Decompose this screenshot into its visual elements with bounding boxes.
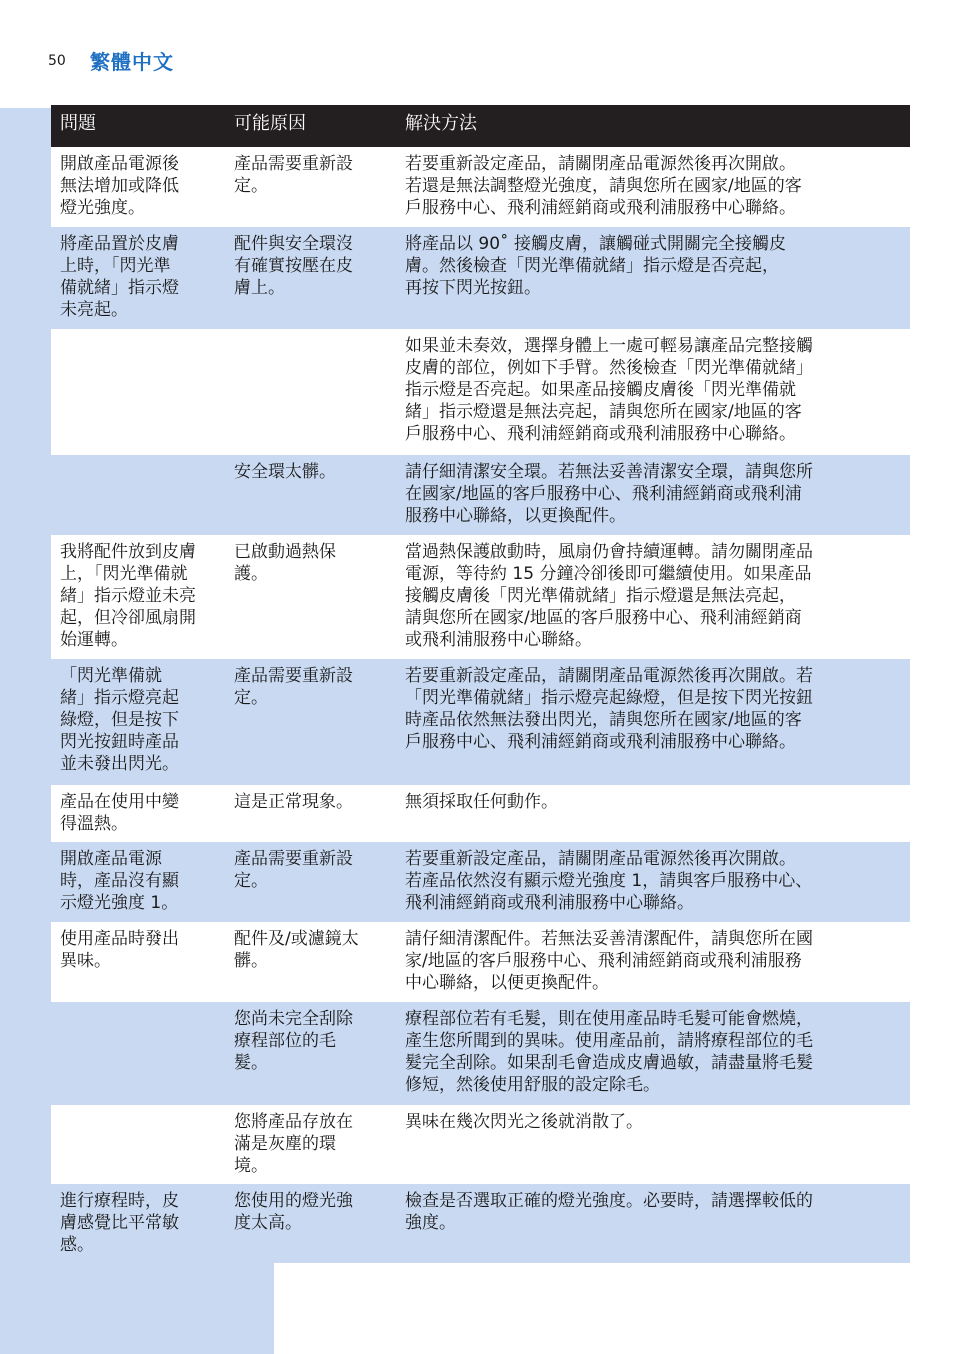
problem-cell: 產品在使用中變 得溫熱。 [60,792,179,834]
solution-cell: 療程部位若有毛髮，則在使用產品時毛髮可能會燃燒， 產生您所聞到的異味。使用產品前，請將療程部位的毛 髮完全刮除。如果刮毛會造成皮膚過敏，請盡量將毛髮 修短，然後使用舒服的設定除毛。 [405,1009,813,1095]
problem-cell [51,1002,225,1105]
cause-cell: 產品需要重新設 定。 [234,666,353,708]
column-header-cause: 可能原因 [234,113,306,134]
table-row [51,785,910,842]
cause-cell: 配件及/或濾鏡太 髒。 [234,929,359,971]
solution-cell: 當過熱保護啟動時，風扇仍會持續運轉。請勿關閉產品 電源，等待約 15 分鐘冷卻後即可繼續使用。如果產品 接觸皮膚後「閃光準備就緒」指示燈還是無法亮起， 請與您所在國家/地區的客戶服務中心、飛利浦經銷商 或飛利浦服務中心聯絡。 [405,542,813,650]
cause-cell: 產品需要重新設 定。 [234,849,353,891]
problem-cell: 使用產品時發出 異味。 [60,929,179,971]
solution-cell: 若要重新設定產品，請關閉產品電源然後再次開啟。若 「閃光準備就緒」指示燈亮起綠燈，但是按下閃光按鈕 時產品依然無法發出閃光，請與您所在國家/地區的客 戶服務中心、飛利浦經銷商或飛利浦服務中心聯絡。 [405,666,813,752]
page-number: 50 [48,53,66,69]
table-row [51,1105,910,1184]
section-title: 繁體中文 [90,50,174,74]
cause-cell: 您使用的燈光強 度太高。 [234,1191,353,1233]
problem-cell: 「閃光準備就 緒」指示燈亮起 綠燈，但是按下 閃光按鈕時產品 並未發出閃光。 [60,666,179,774]
cause-cell [225,329,396,455]
solution-cell: 如果並未奏效，選擇身體上一處可輕易讓產品完整接觸 皮膚的部位，例如下手臂。然後檢查「閃光準備就緒」 指示燈是否亮起。如果產品接觸皮膚後「閃光準備就 緒」指示燈還是無法亮起，請與您所在國家/地區的客 戶服務中心、飛利浦經銷商或飛利浦服務中心聯絡。 [405,336,813,444]
table-row [51,922,910,1002]
cause-cell: 您尚未完全刮除 療程部位的毛 髮。 [234,1009,353,1073]
cause-cell: 這是正常現象。 [234,792,353,812]
problem-cell [51,329,225,455]
problem-cell [51,1105,225,1184]
problem-cell: 將產品置於皮膚 上時，「閃光準 備就緒」指示燈 未亮起。 [60,234,179,320]
cause-cell: 安全環太髒。 [234,462,336,482]
solution-cell: 檢查是否選取正確的燈光強度。必要時，請選擇較低的 強度。 [405,1191,813,1233]
cause-cell: 產品需要重新設 定。 [234,154,353,196]
cause-cell: 已啟動過熱保 護。 [234,542,336,584]
problem-cell: 開啟產品電源後 無法增加或降低 燈光強度。 [60,154,179,218]
table-row [51,227,910,329]
solution-cell: 異味在幾次閃光之後就消散了。 [405,1112,643,1132]
column-header-solution: 解決方法 [405,113,477,134]
table-row [51,329,910,455]
solution-cell: 若要重新設定產品，請關閉產品電源然後再次開啟。 若產品依然沒有顯示燈光強度 1，請與客戶服務中心、 飛利浦經銷商或飛利浦服務中心聯絡。 [405,849,813,913]
cause-cell: 您將產品存放在 滿是灰塵的環 境。 [234,1112,353,1176]
table-row [51,842,910,922]
problem-cell: 開啟產品電源 時，產品沒有顯 示燈光強度 1。 [60,849,179,913]
table-row [51,147,910,227]
table-row [51,455,910,535]
cause-cell: 配件與安全環沒 有確實按壓在皮 膚上。 [234,234,353,298]
problem-cell [51,455,225,535]
solution-cell: 將產品以 90˚ 接觸皮膚，讓觸碰式開關完全接觸皮 膚。然後檢查「閃光準備就緒」指示燈是否亮起， 再按下閃光按鈕。 [405,234,786,298]
table-row [51,1002,910,1105]
table-row [51,659,910,785]
table-row [51,535,910,659]
problem-cell: 進行療程時，皮 膚感覺比平常敏 感。 [60,1191,179,1255]
column-header-problem: 問題 [60,113,96,134]
table-header-row [51,105,910,147]
solution-cell: 若要重新設定產品，請關閉產品電源然後再次開啟。 若還是無法調整燈光強度，請與您所在國家/地區的客 戶服務中心、飛利浦經銷商或飛利浦服務中心聯絡。 [405,154,802,218]
solution-cell: 請仔細清潔配件。若無法妥善清潔配件，請與您所在國 家/地區的客戶服務中心、飛利浦經銷商或飛利浦服務 中心聯絡，以便更換配件。 [405,929,813,993]
problem-cell: 我將配件放到皮膚 上，「閃光準備就 緒」指示燈並未亮 起，但冷卻風扇開 始運轉。 [60,542,196,650]
troubleshooting-table [51,105,910,1263]
solution-cell: 請仔細清潔安全環。若無法妥善清潔安全環，請與您所 在國家/地區的客戶服務中心、飛利浦經銷商或飛利浦 服務中心聯絡，以更換配件。 [405,462,813,526]
solution-cell: 無須採取任何動作。 [405,792,558,812]
table-row [51,1184,910,1263]
